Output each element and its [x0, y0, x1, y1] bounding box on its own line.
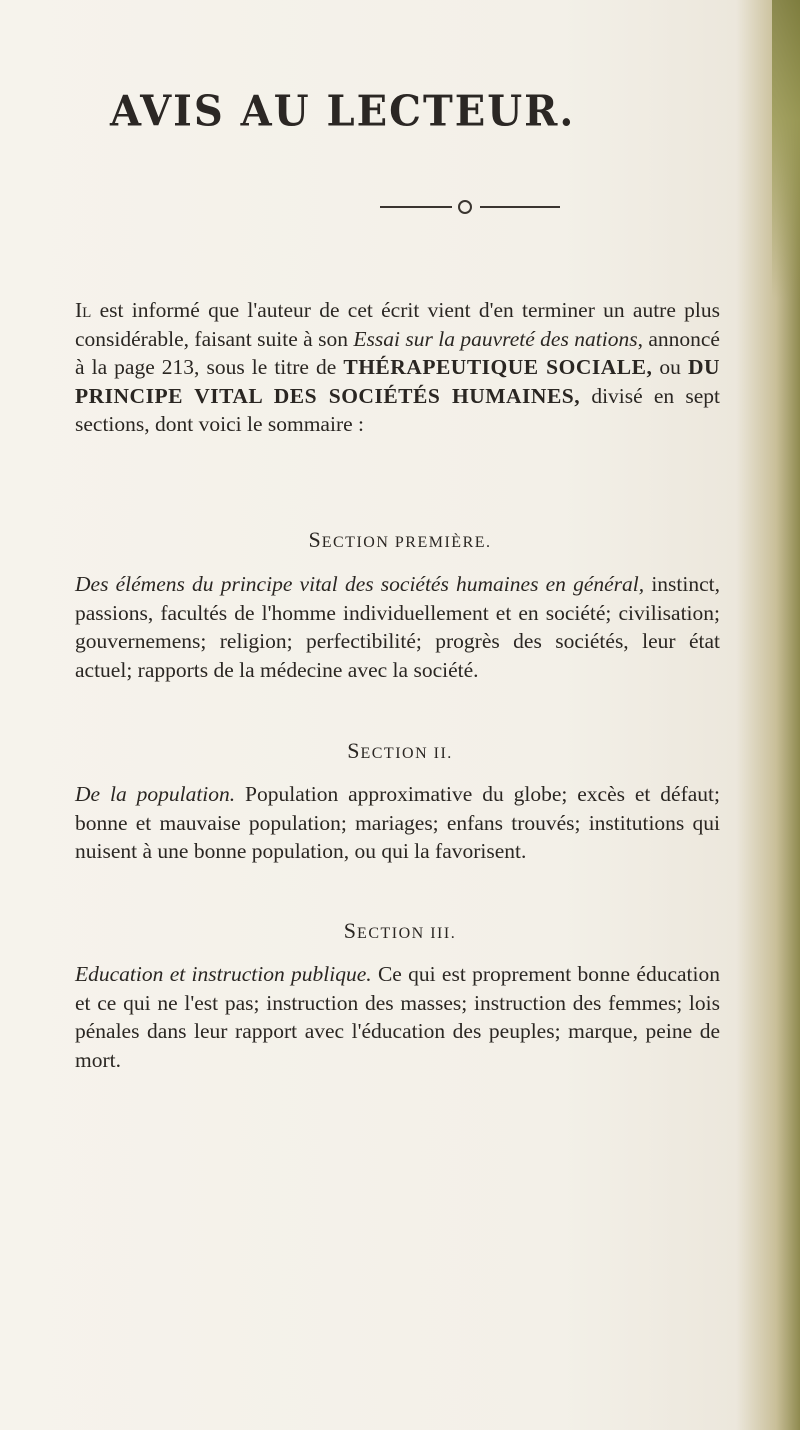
section-paragraph-3 — [75, 960, 720, 1074]
ornament-line-right — [480, 206, 560, 208]
section-body: Ce qui est proprement bonne éducation et ce qui ne l'est pas; instruction des masses; instruction des femmes; lois pénales dans leur rapport avec l'éducation des peuples; marque, peine de mort. — [75, 962, 720, 1072]
section-heading-initial: S — [343, 918, 358, 943]
intro-text-c: ou — [652, 355, 688, 379]
section-paragraph-1 — [75, 570, 720, 684]
intro-italic-title: Essai sur la pauvreté des nations — [353, 326, 638, 351]
intro-caps-title-2: DU PRINCIPE VITAL DES SOCIÉTÉS HUMAINES, — [75, 355, 720, 408]
section-heading-1 — [0, 527, 800, 553]
intro-paragraph — [75, 296, 720, 439]
section-heading-rest: ECTION PREMIÈRE. — [321, 534, 492, 551]
section-heading-2 — [0, 738, 800, 764]
intro-text-d: divisé en sept sections, dont voici le sommaire : — [75, 383, 720, 436]
intro-text-b: , annoncé à la page 213, sous le titre de — [75, 326, 720, 379]
section-paragraph-2 — [75, 780, 720, 866]
ornament-line-left — [380, 206, 452, 208]
section-heading-rest: ECTION II. — [360, 745, 453, 762]
ornament-rule — [380, 200, 560, 214]
section-body: Population approximative du globe; excès et défaut; bonne et mauvaise population; mariages; enfans trouvés; institutions qui nuisent à une bonne population, ou qui la favorisent. — [75, 782, 720, 863]
ornament-knot-icon — [458, 200, 472, 214]
intro-caps-title-1: THÉRAPEUTIQUE SOCIALE, — [343, 355, 653, 379]
section-italic-lead: De la population. — [75, 782, 236, 806]
section-italic-lead: Education et instruction publique. — [75, 962, 372, 986]
section-heading-3 — [0, 918, 800, 944]
page-edge-shadow — [772, 0, 800, 300]
page-title: AVIS AU LECTEUR. — [110, 86, 576, 137]
intro-first-word: Il — [75, 298, 92, 322]
intro-text-a: est informé que l'auteur de cet écrit vient d'en terminer un autre plus considérable, faisant suite à son — [75, 298, 720, 351]
section-heading-initial: S — [308, 527, 322, 552]
section-body: instinct, passions, facultés de l'homme individuellement et en société; civilisation; gouvernemens; religion; perfectibilité; progrès des sociétés, leur état actuel; rapports de la médecine avec la société. — [75, 572, 720, 682]
section-heading-rest: ECTION III. — [357, 925, 457, 942]
section-heading-initial: S — [347, 738, 361, 763]
section-italic-lead: Des élémens du principe vital des sociétés humaines en général, — [75, 572, 645, 596]
